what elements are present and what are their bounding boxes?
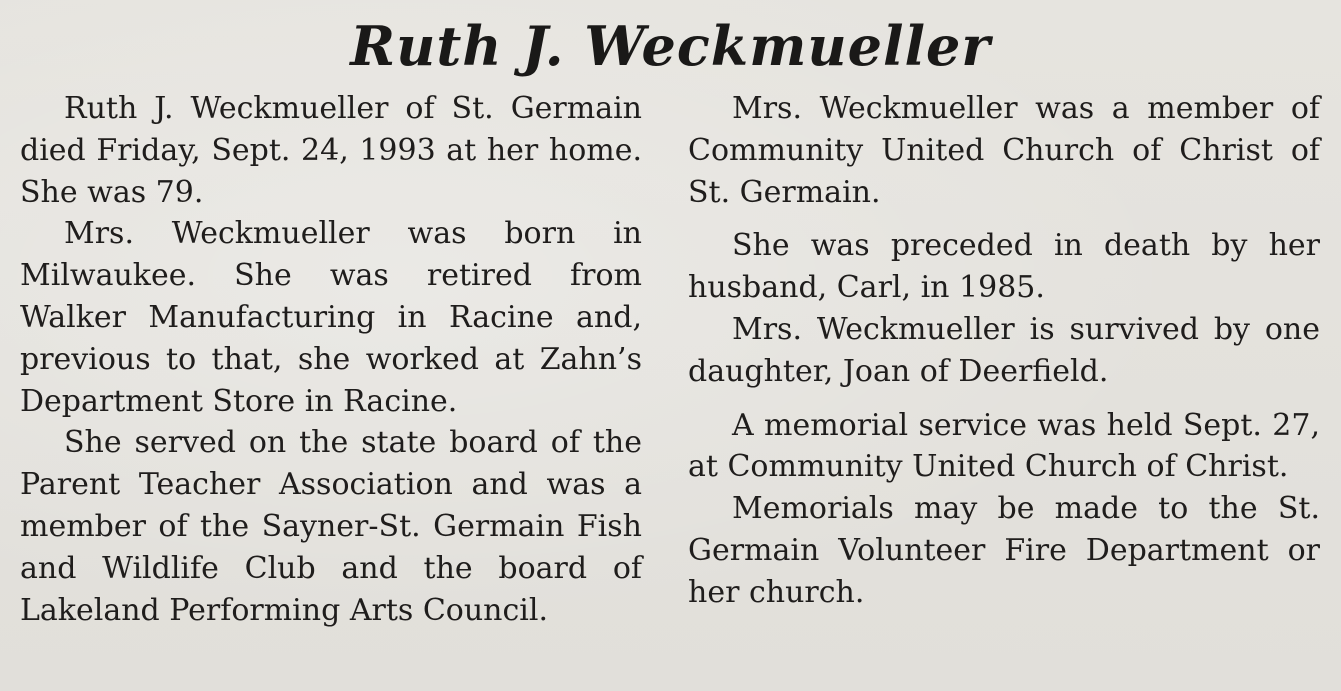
- paragraph-biography: Mrs. Weckmueller was born in Milwaukee. She was retired from Walker Manufacturing in Racine and, previous to that, she worked at Zahn’s Department Store in Racine.: [20, 216, 642, 419]
- paragraph-survivors: Mrs. Weckmueller is survived by one daughter, Joan of Deerfield.: [688, 311, 1320, 389]
- paragraph-memberships: She served on the state board of the Parent Teacher Association and was a member of the Sayner-St. Germain Fish and Wildlife Club and the board of Lakeland Performing Arts Council.: [20, 425, 642, 628]
- paragraph-preceded-in-death: She was preceded in death by her husband, Carl, in 1985.: [688, 228, 1320, 306]
- right-column: [688, 88, 1320, 614]
- obituary-headline: Ruth J. Weckmueller: [350, 14, 991, 78]
- left-column: [20, 88, 642, 631]
- paragraph-death-notice: Ruth J. Weckmueller of St. Germain died Friday, Sept. 24, 1993 at her home. She was 79.: [20, 91, 642, 210]
- paragraph-church-membership: Mrs. Weckmueller was a member of Community United Church of Christ of St. Germain.: [688, 91, 1320, 210]
- paragraph-memorials: Memorials may be made to the St. Germain Volunteer Fire Department or her church.: [688, 491, 1320, 610]
- paragraph-memorial-service: A memorial service was held Sept. 27, at Community United Church of Christ.: [688, 407, 1320, 485]
